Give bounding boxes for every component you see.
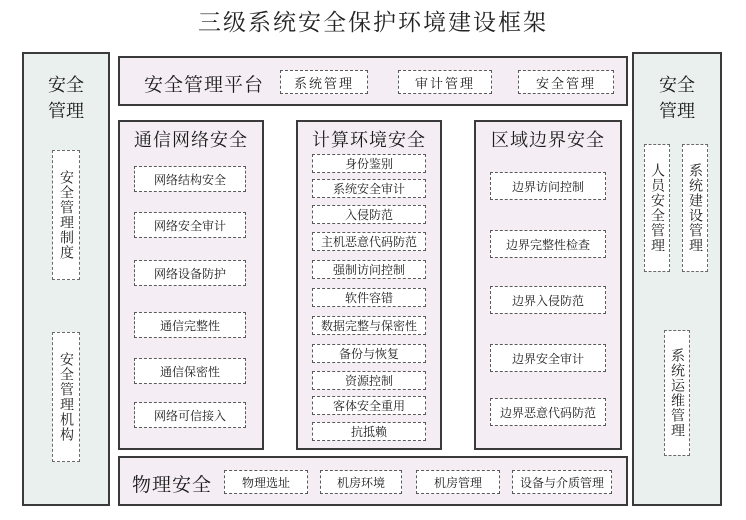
left-box-management-organization: 安全管理机构: [52, 332, 80, 462]
column-item: 身份鉴别: [312, 154, 426, 173]
right-box-personnel-management: 人员安全管理: [644, 144, 670, 272]
physical-security-bar: [118, 456, 628, 506]
column-item: 强制访问控制: [312, 260, 426, 279]
physical-security-title: 物理安全: [132, 474, 213, 496]
left-panel-title-line1: 安全: [48, 75, 84, 96]
platform-item-security-management: 安全管理: [518, 70, 614, 94]
column-title: 区域边界安全: [491, 130, 605, 151]
left-panel-title-line2: 管理: [48, 101, 84, 122]
diagram-title: 三级系统安全保护环境建设框架: [198, 10, 548, 36]
right-box-construction-management: 系统建设管理: [682, 144, 708, 272]
column-item: 边界恶意代码防范: [490, 398, 606, 426]
platform-item-audit-management: 审计管理: [398, 70, 492, 94]
left-security-management-panel: [22, 52, 110, 506]
column-item: 软件容错: [312, 288, 426, 307]
platform-item-system-management: 系统管理: [280, 70, 368, 94]
column-item: 抗抵赖: [312, 422, 426, 441]
physical-item-site-selection: 物理选址: [224, 470, 308, 494]
column-item: 边界访问控制: [490, 172, 606, 200]
physical-item-room-environment: 机房环境: [320, 470, 402, 494]
column-item: 网络可信接入: [134, 402, 246, 428]
right-security-management-panel: [632, 52, 722, 506]
column-item: 边界安全审计: [490, 344, 606, 372]
physical-item-room-management: 机房管理: [416, 470, 500, 494]
security-management-platform-bar: [118, 56, 628, 106]
right-panel-title-line1: 安全: [659, 75, 695, 96]
right-panel-title-line2: 管理: [659, 101, 695, 122]
left-box-management-system: 安全管理制度: [52, 150, 80, 280]
column-item: 入侵防范: [312, 205, 426, 224]
column-item: 系统安全审计: [312, 179, 426, 198]
column-item: 主机恶意代码防范: [312, 232, 426, 251]
column-item: 通信保密性: [134, 358, 246, 384]
column-title: 计算环境安全: [312, 130, 426, 151]
column-item: 边界完整性检查: [490, 230, 606, 258]
column-computing-environment-security: [296, 120, 442, 450]
column-item: 客体安全重用: [312, 396, 426, 415]
column-item: 边界入侵防范: [490, 286, 606, 314]
column-item: 网络设备防护: [134, 260, 246, 286]
column-title: 通信网络安全: [134, 130, 248, 151]
column-item: 网络结构安全: [134, 166, 246, 192]
platform-title: 安全管理平台: [144, 74, 265, 96]
column-communication-network-security: [118, 120, 264, 450]
physical-item-device-media-management: 设备与介质管理: [512, 470, 612, 494]
right-box-operations-management: 系统运维管理: [664, 330, 690, 456]
column-area-boundary-security: [474, 120, 622, 450]
column-item: 资源控制: [312, 371, 426, 390]
column-item: 备份与恢复: [312, 344, 426, 363]
column-item: 通信完整性: [134, 312, 246, 338]
column-item: 数据完整与保密性: [312, 316, 426, 335]
column-item: 网络安全审计: [134, 212, 246, 238]
